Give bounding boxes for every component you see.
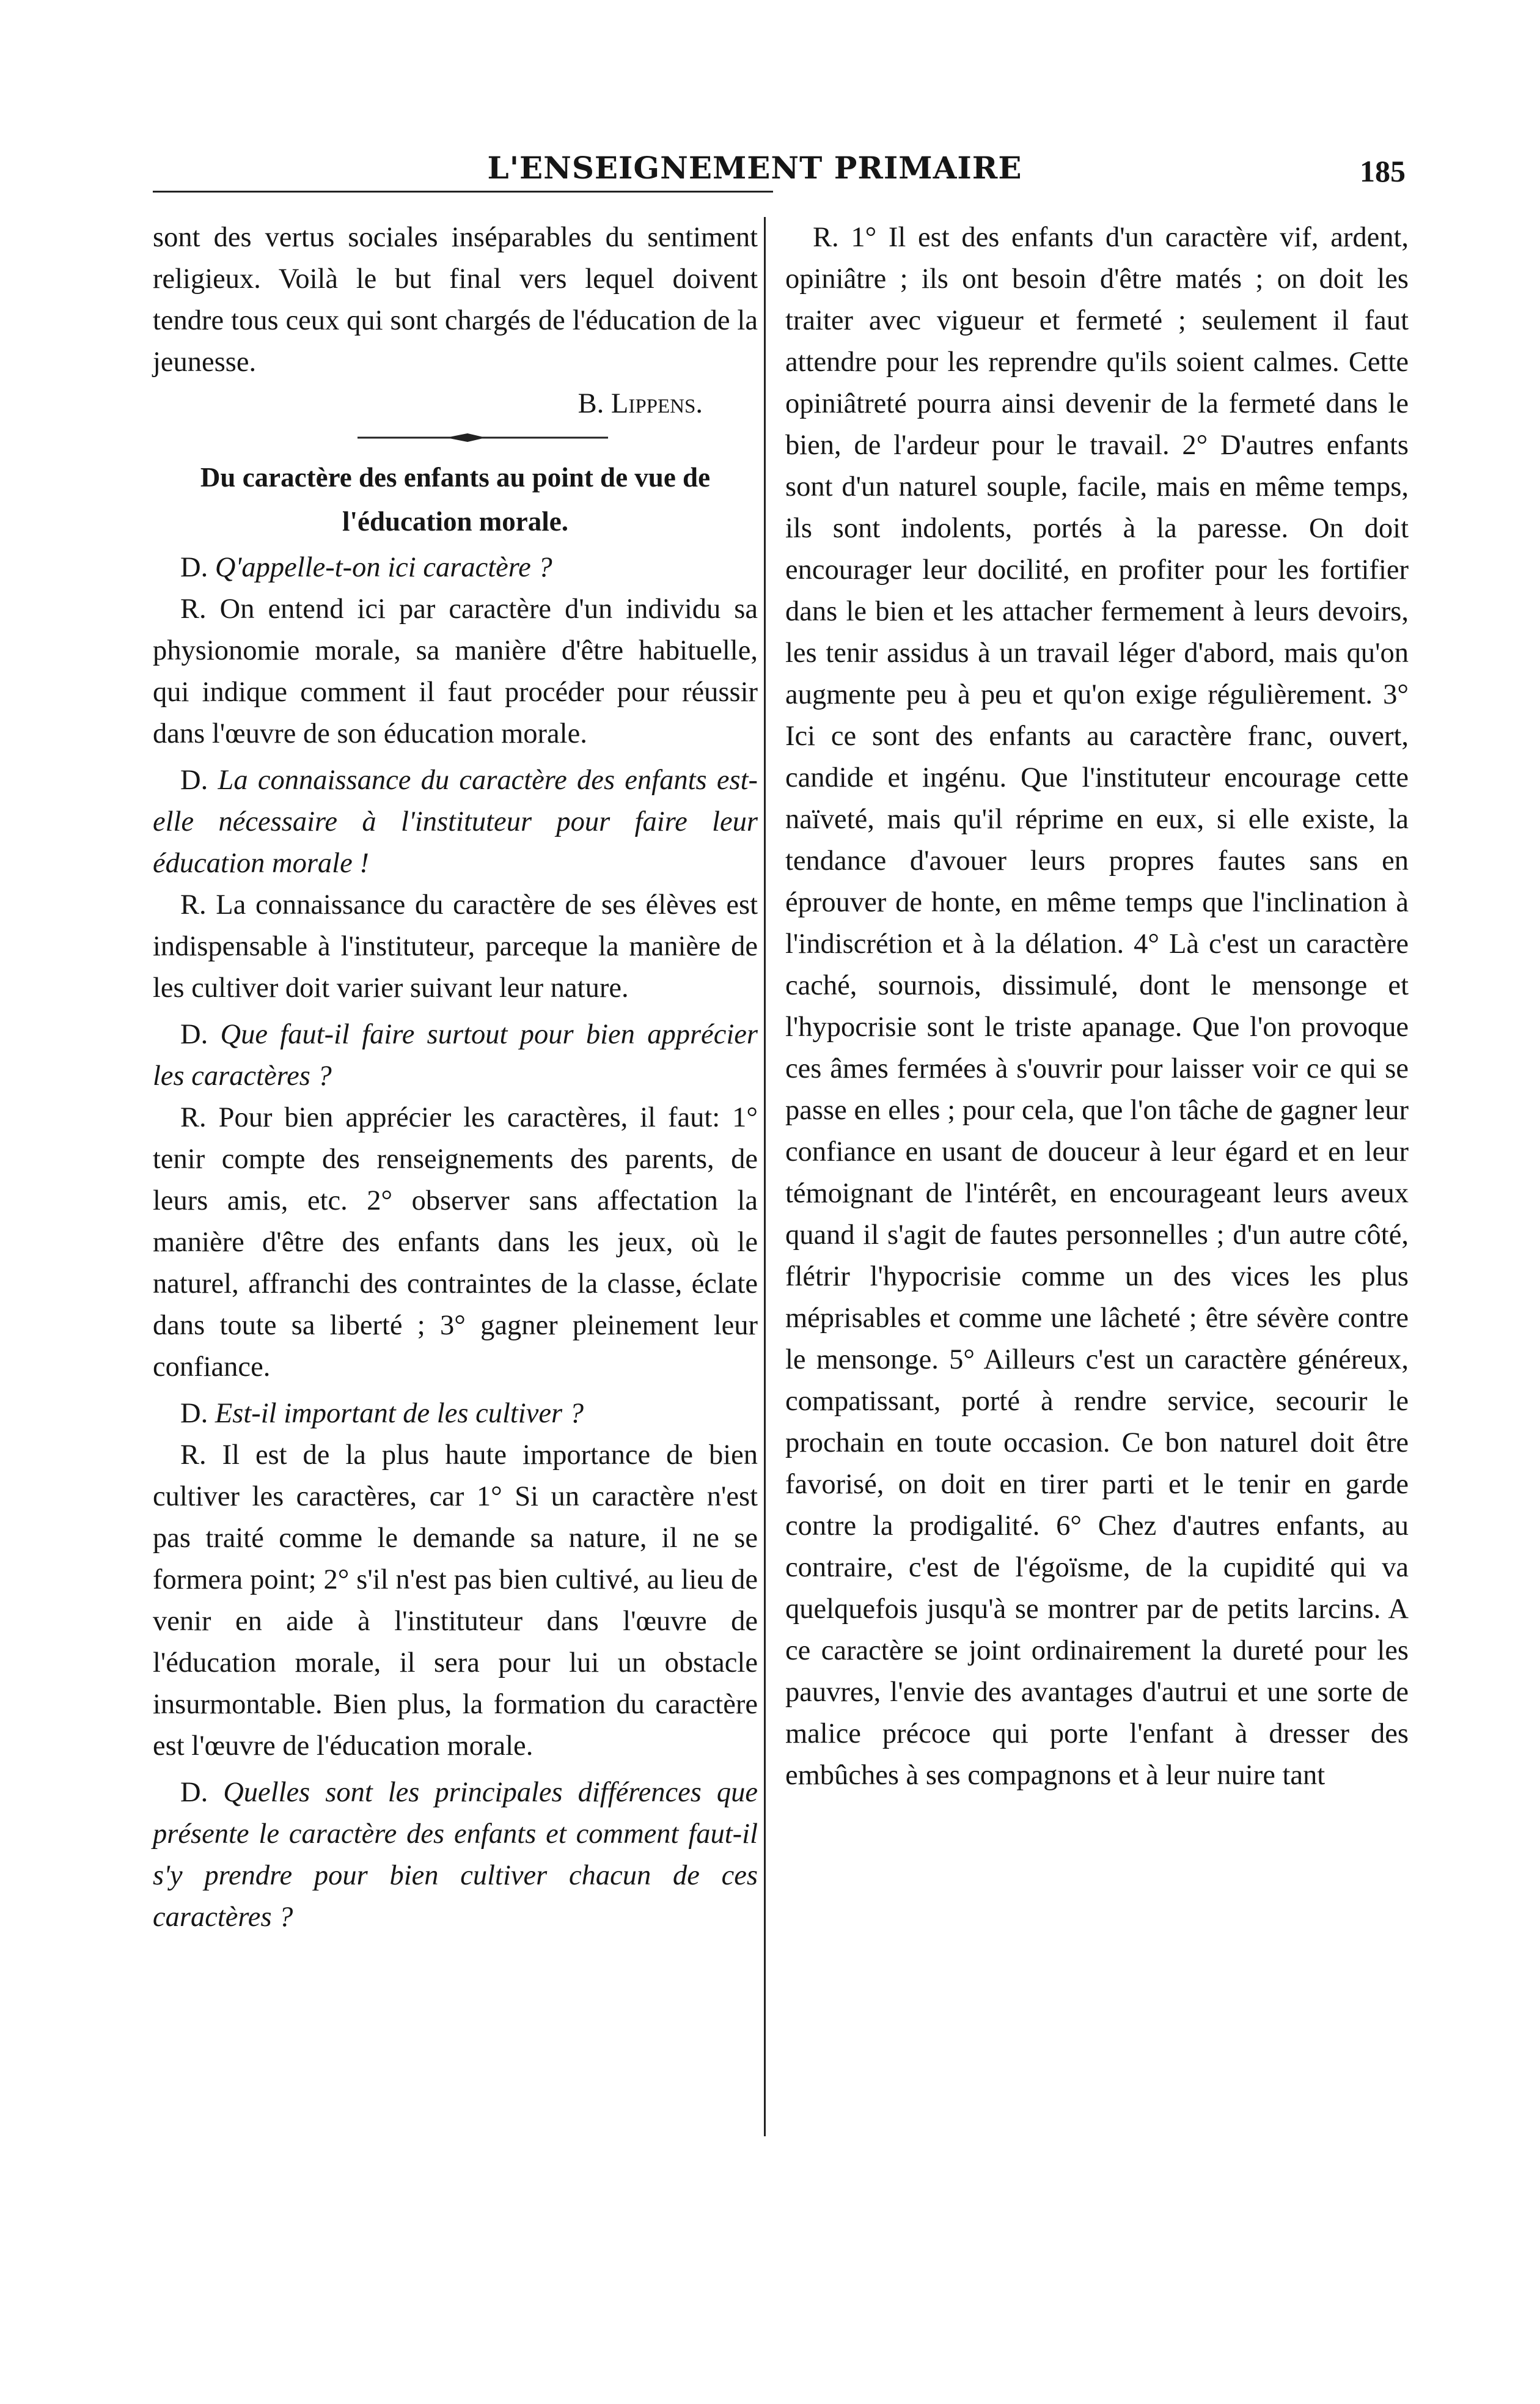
left-column [153,217,758,1943]
answer-text: 1° Il est des enfants d'un caractère vif, ardent, opiniâtre ; ils ont besoin d'être matés ; on doit les traiter avec vigueur et fermeté ; seulement il faut attendre pour les reprendre qu'ils soient calmes. Cette opiniâtreté pourra ainsi devenir de la fermeté dans le bien, de l'ardeur pour le travail. 2° D'autres enfants sont d'un naturel souple, facile, mais en même temps, ils sont indolents, portés à la paresse. On doit encourager leur docilité, en profiter pour les fortifier dans le bien et les attacher fermement à leurs devoirs, les tenir assidus à un travail léger d'abord, mais qu'on augmente peu à peu et qu'on exige régulièrement. 3° Ici ce sont des enfants au caractère franc, ouvert, candide et ingénu. Que l'instituteur encourage cette naïveté, mais qu'il réprime en eux, si elle existe, la tendance d'avouer leurs propres fautes sans en éprouver de honte, en même temps que l'inclination à l'indiscrétion et à la délation. 4° Là c'est un caractère caché, sournois, dissimulé, dont le mensonge et l'hypocrisie sont le triste apanage. Que l'on provoque ces âmes fermées à s'ouvrir pour laisser voir ce qui se passe en elles ; pour cela, que l'on tâche de gagner leur confiance en usant de douceur à leur égard et en leur témoignant de l'intérêt, en encourageant leurs aveux quand il s'agit de fautes personnelles ; d'un autre côté, flétrir l'hypocrisie comme un des vices les plus méprisables et comme une lâcheté ; être sévère contre le mensonge. 5° Ailleurs c'est un caractère généreux, compatissant, porté à rendre service, secourir le prochain en toute occasion. Ce bon naturel doit être favorisé, on doit en tirer parti et le tenir en garde contre la prodigalité. 6° Chez d'autres enfants, au contraire, c'est de l'égoïsme, de la cupidité qui va quelquefois jusqu'à se montrer par de petits larcins. A ce caractère se joint ordinairement la dureté pour les pauvres, l'envie des avantages d'autrui et une sorte de malice précoce qui porte l'enfant à dresser des embûches à ses compagnons et à leur nuire tant [785,222,1409,1791]
question-text: La connaissance du caractère des enfants est-elle nécessaire à l'instituteur pour faire leur éducation morale ! [153,765,758,879]
question-tag: D. [180,1398,208,1429]
answer [153,1097,758,1388]
question [153,1014,758,1097]
page-number: 185 [1360,154,1406,188]
answer-tag: R. [180,594,207,625]
question [153,1393,758,1435]
previous-article-ending: sont des vertus sociales inséparables du sentiment religieux. Voilà le but final vers lequel doivent tendre tous ceux qui sont chargés de l'éducation de la jeunesse. [153,222,758,378]
right-column [785,217,1409,1796]
question-tag: D. [180,765,208,796]
question [153,547,758,589]
question [153,1772,758,1938]
question-tag: D. [180,1019,208,1050]
answer-tag: R. [813,222,839,253]
question-text: Que faut-il faire surtout pour bien apprécier les caractères ? [153,1019,758,1092]
question-tag: D. [180,1777,208,1808]
qa-block [153,1393,758,1767]
qa-block [153,547,758,755]
answer-tag: R. [180,889,207,921]
question-text: Q'appelle-t-on ici caractère ? [215,552,552,583]
answer-text: Il est de la plus haute importance de bien cultiver les caractères, car 1° Si un caractère n'est pas traité comme le demande sa nature, il ne se formera point; 2° s'il n'est pas bien cultivé, au lieu de venir en aide à l'instituteur dans l'œuvre de l'éducation morale, il sera pour lui un obstacle insurmontable. Bien plus, la formation du caractère est l'œuvre de l'éducation morale. [153,1439,758,1762]
answer-text: Pour bien apprécier les caractères, il faut: 1° tenir compte des renseignements des parents, de leurs amis, etc. 2° observer sans affectation la manière d'être des enfants dans les jeux, où le naturel, affranchi des contraintes de la classe, éclate dans toute sa liberté ; 3° gagner pleinement leur confiance. [153,1102,758,1383]
question-text: Est-il important de les cultiver ? [215,1398,584,1429]
qa-block [153,1014,758,1388]
answer [153,589,758,755]
running-title: L'ENSEIGNEMENT PRIMAIRE [487,150,1022,186]
answer-text: On entend ici par caractère d'un individu sa physionomie morale, sa manière d'être habituelle, qui indique comment il faut procéder pour réussir dans l'œuvre de son éducation morale. [153,594,758,749]
qa-block [153,1772,758,1938]
qa-block [153,760,758,1009]
question-text: Quelles sont les principales différences que présente le caractère des enfants et comment faut-il s'y prendre pour bien cultiver chacun de ces caractères ? [153,1777,758,1933]
section-title [153,455,758,543]
question-tag: D. [180,552,208,583]
header-rule [153,191,773,193]
ornament-divider [354,428,611,447]
section-title-line2: l'éducation morale. [342,506,568,537]
answer-tag: R. [180,1439,207,1471]
answer [785,217,1409,1796]
question [153,760,758,884]
section-title-line1: Du caractère des enfants au point de vue de [200,462,711,493]
answer [153,884,758,1009]
answer-tag: R. [180,1102,207,1133]
author-signature: B. Lippens. [578,388,703,419]
answer [153,1435,758,1767]
column-divider [764,217,766,2136]
answer-text: La connaissance du caractère de ses élèves est indispensable à l'instituteur, parceque la manière de les cultiver doit varier suivant leur nature. [153,889,758,1004]
